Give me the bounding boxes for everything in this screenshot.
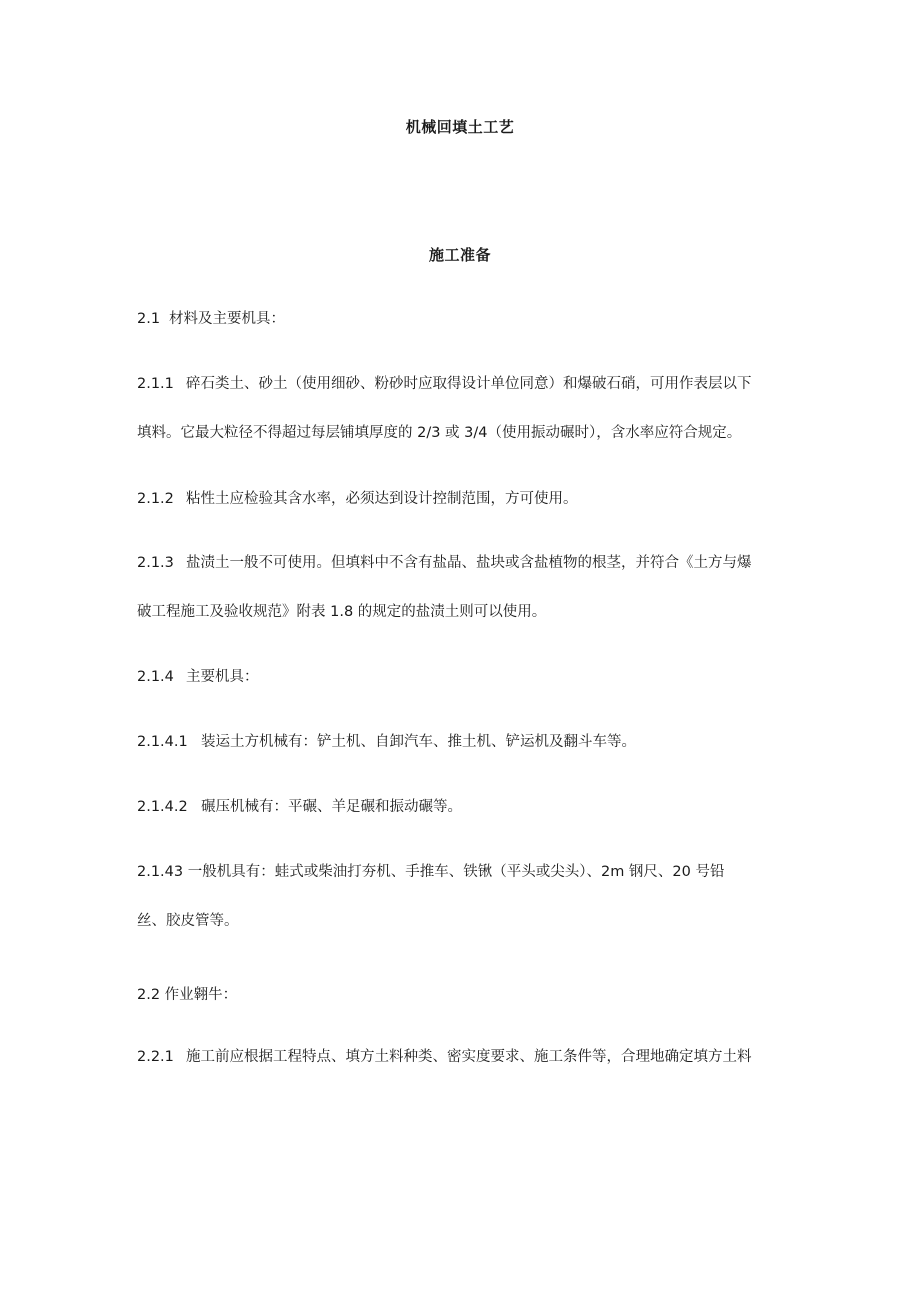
paragraph-text: 碎石类土、砂土（使用细砂、粉砂时应取得设计单位同意）和爆破石硝，可用作表层以下 (186, 376, 752, 392)
paragraph-text: 盐渍土一般不可使用。但填料中不含有盐晶、盐块或含盐植物的根茎，并符合《土方与爆 (186, 555, 752, 571)
paragraph-2-2-1 (137, 1047, 752, 1067)
paragraph-number: 2.1.3 (137, 555, 174, 571)
paragraph-2-1-3-line-1 (137, 553, 752, 573)
paragraph-2-1-4 (137, 667, 259, 687)
paragraph-2-1-1-line-1 (137, 374, 752, 394)
paragraph-number: 2.1 (137, 311, 161, 327)
paragraph-number: 2.1.4.2 (137, 799, 188, 815)
paragraph-2-1-2 (137, 489, 578, 509)
paragraph-2-1-4-3-line-1: 2.1.43 一般机具有：蛙式或柴油打夯机、手推车、铁锹（平头或尖头）、2m 钢尺、20 号铅 (137, 864, 725, 880)
document-title: 机械回填土工艺 (405, 118, 515, 136)
paragraph-number: 2.1.4 (137, 669, 174, 685)
paragraph-2-2: 2.2 作业翱牛： (137, 987, 238, 1003)
paragraph-text: 材料及主要机具： (169, 311, 285, 327)
paragraph-number: 2.2.1 (137, 1049, 174, 1065)
paragraph-number: 2.1.4.1 (137, 734, 188, 750)
paragraph-2-1-4-1 (137, 732, 636, 752)
paragraph-number: 2.1.1 (137, 376, 174, 392)
paragraph-2-1-4-2 (137, 797, 462, 817)
paragraph-text: 施工前应根据工程特点、填方土料种类、密实度要求、施工条件等，合理地确定填方土料 (186, 1049, 752, 1065)
paragraph-2-1-1-line-2: 填料。它最大粒径不得超过每层铺填厚度的 2/3 或 3/4（使用振动碾时），含水率应符合规定。 (137, 425, 742, 441)
paragraph-2-1 (137, 309, 285, 329)
paragraph-text: 粘性土应检验其含水率，必须达到设计控制范围，方可使用。 (186, 491, 578, 507)
paragraph-text: 装运土方机械有：铲土机、自卸汽车、推土机、铲运机及翻斗车等。 (201, 734, 636, 750)
paragraph-text: 碾压机械有：平碾、羊足碾和振动碾等。 (201, 799, 462, 815)
paragraph-number: 2.1.2 (137, 491, 174, 507)
paragraph-2-1-3-line-2: 破工程施工及验收规范》附表 1.8 的规定的盐渍土则可以使用。 (137, 604, 547, 620)
section-title: 施工准备 (428, 246, 491, 264)
paragraph-text: 主要机具： (186, 669, 259, 685)
paragraph-2-1-4-3-line-2: 丝、胶皮管等。 (137, 913, 239, 929)
